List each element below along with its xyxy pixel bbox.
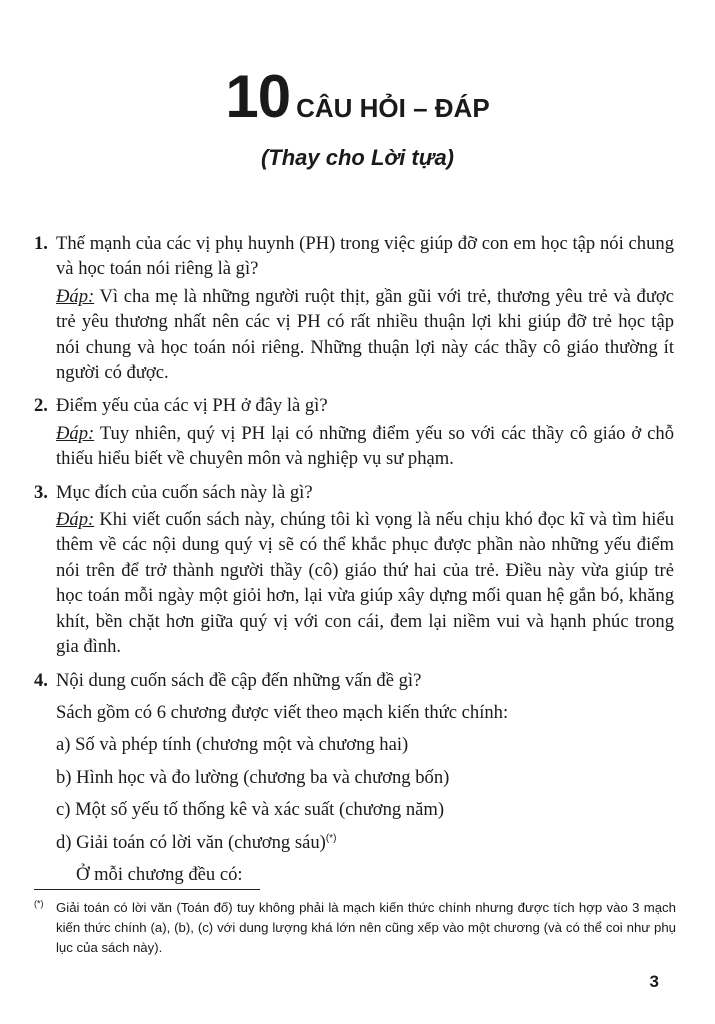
question-text: Thế mạnh của các vị phụ huynh (PH) trong việc giúp đỡ con em học tập nói chung và học toán nói riêng là gì? xyxy=(56,233,674,280)
title-number: 10 xyxy=(225,63,291,130)
title-text: CÂU HỎI – ĐÁP xyxy=(296,93,490,123)
question-text: Mục đích của cuốn sách này là gì? xyxy=(56,481,313,503)
answer-text: Tuy nhiên, quý vị PH lại có những điểm yếu so với các thầy cô giáo ở chỗ thiếu hiểu biết về chuyên môn và nghiệp vụ sư phạm. xyxy=(56,422,674,470)
page-number: 3 xyxy=(649,972,659,991)
qa-item-2 xyxy=(34,393,674,471)
answer xyxy=(34,421,674,472)
content-item-d xyxy=(34,830,674,855)
qa-item-4 xyxy=(34,668,674,888)
footnote-divider xyxy=(34,889,260,890)
qa-item-1 xyxy=(34,231,674,385)
chapter-title xyxy=(0,62,715,131)
answer-text: Vì cha mẹ là những người ruột thịt, gần gũi với trẻ, thương yêu trẻ và được trẻ yêu thương nhất nên các vị PH có rất nhiều thuận lợi khi giúp đỡ trẻ học tập nói chung và học toán nói riêng. Những thuận lợi này các thầy cô giáo thường ít người có được. xyxy=(56,285,674,384)
footnote-mark: (*) xyxy=(34,898,44,909)
answer-label: Đáp: xyxy=(56,422,95,444)
question-number: 3. xyxy=(34,481,48,503)
subtitle: (Thay cho Lời tựa) xyxy=(260,145,455,170)
question-text: Nội dung cuốn sách đề cập đến những vấn đề gì? xyxy=(56,669,422,691)
content-item-c: c) Một số yếu tố thống kê và xác suất (chương năm) xyxy=(56,799,445,821)
answer-label: Đáp: xyxy=(56,285,95,307)
content-item-d-text: d) Giải toán có lời văn (chương sáu) xyxy=(56,831,326,853)
content-intro: Sách gồm có 6 chương được viết theo mạch kiến thức chính: xyxy=(56,701,509,723)
answer xyxy=(34,284,674,386)
qa-item-3 xyxy=(34,480,674,660)
content-item-a: a) Số và phép tính (chương một và chương hai) xyxy=(56,734,409,756)
answer-label: Đáp: xyxy=(56,509,95,531)
answer-text: Khi viết cuốn sách này, chúng tôi kì vọng là nếu chịu khó đọc kĩ và tìm hiểu thêm về các nội dung quý vị sẽ có thể khắc phục được phần nào những yếu điểm nói trên để trở thành người thầy (cô) giáo thứ hai của trẻ. Điều này vừa giúp trẻ học toán mỗi ngày một giỏi hơn, lại vừa giúp xây dựng mối quan hệ gắn bó, khăng khít, bền chặt hơn giữa quý vị với con cái, đem lại niềm vui và hạnh phúc trong gia đình. xyxy=(56,509,674,658)
answer xyxy=(34,507,674,659)
question-number: 2. xyxy=(34,395,48,417)
question-number: 4. xyxy=(34,669,48,691)
footnote-text: Giải toán có lời văn (Toán đố) tuy không phải là mạch kiến thức chính nhưng được tích hợp vào 3 mạch kiến thức chính (a), (b), (c) với dung lượng khá lớn nên cũng xếp vào một chương (và có thể coi như phụ lục của sách này). xyxy=(56,900,676,955)
qa-section xyxy=(34,231,674,895)
footnote xyxy=(34,898,676,958)
footnote-reference: (*) xyxy=(325,832,337,844)
content-closing: Ở mỗi chương đều có: xyxy=(76,863,243,885)
question-number: 1. xyxy=(34,233,48,254)
content-item-b: b) Hình học và đo lường (chương ba và chương bốn) xyxy=(56,766,450,788)
question-text: Điểm yếu của các vị PH ở đây là gì? xyxy=(56,395,328,417)
